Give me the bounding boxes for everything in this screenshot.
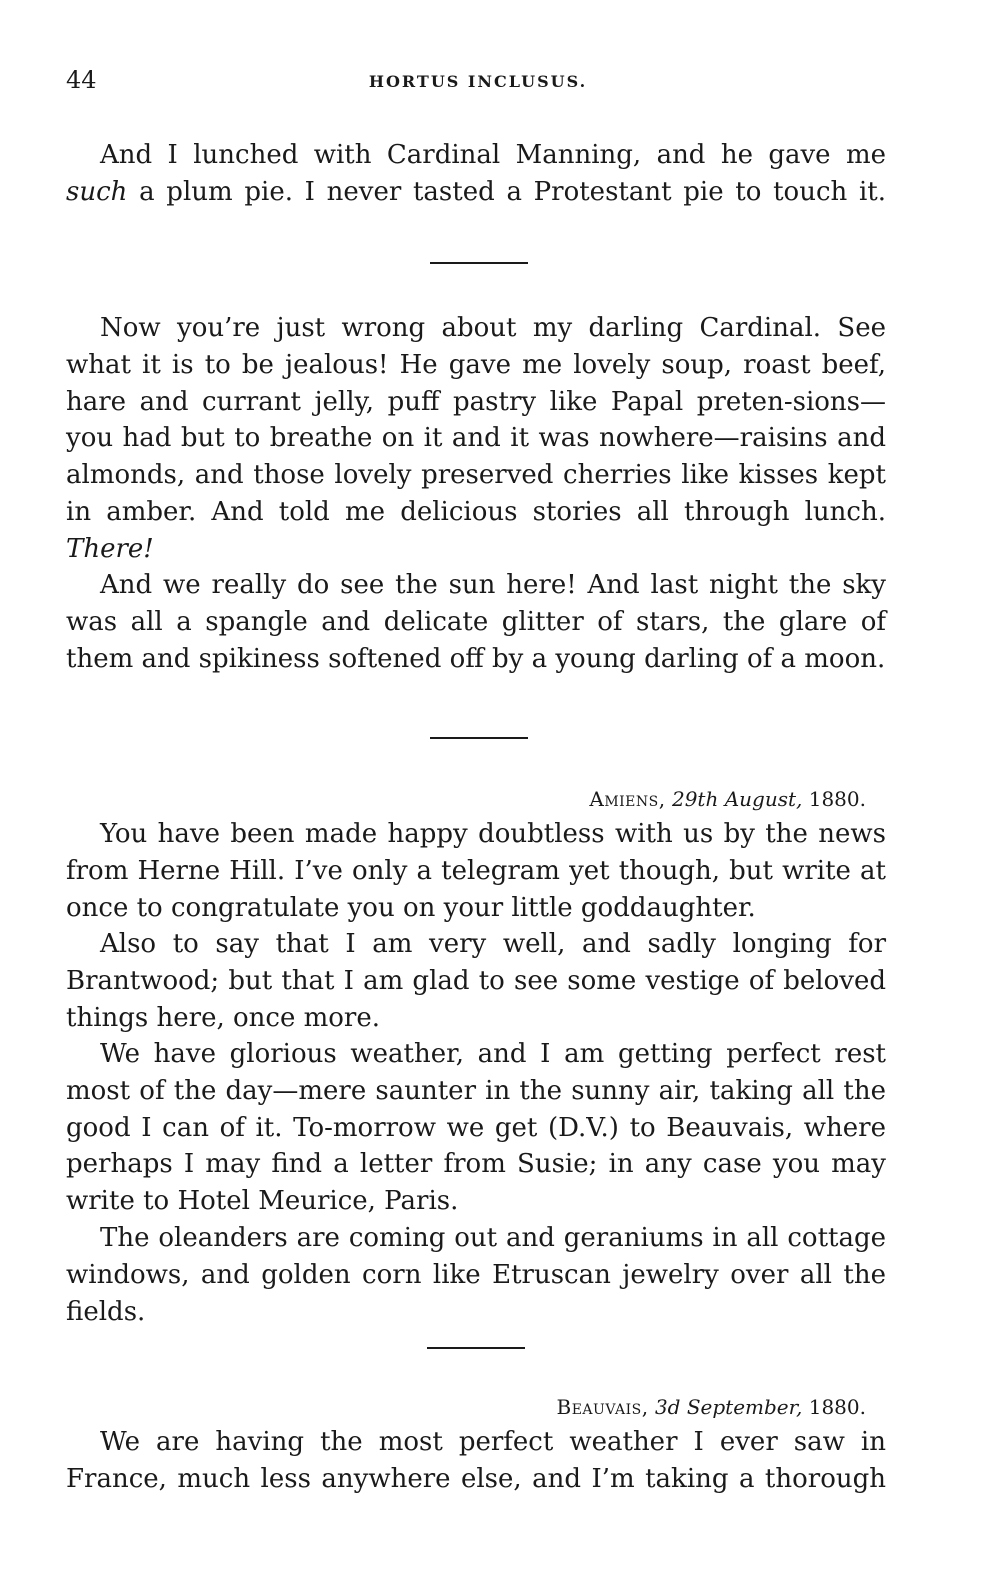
- paragraph-text: And I lunched with Cardinal Manning, and he gave me: [100, 140, 886, 170]
- page-number: 44: [66, 66, 97, 94]
- dateline-year: 1880.: [808, 787, 866, 811]
- dateline-month: September,: [686, 1395, 803, 1419]
- paragraph-brantwood: Also to say that I am very well, and sadly longing for Brantwood; but that I am glad to see some vestige of beloved things here, once more.: [66, 929, 886, 1033]
- section-divider: [427, 1347, 525, 1349]
- dateline-year: 1880.: [808, 1395, 866, 1419]
- dateline-place: Beauvais,: [556, 1395, 649, 1419]
- running-title: HORTUS INCLUSUS.: [368, 72, 588, 91]
- section-divider: [430, 737, 528, 739]
- section-divider: [430, 262, 528, 264]
- paragraph-oleanders: The oleanders are coming out and geraniums in all cottage windows, and golden corn like Etruscan jewelry over all the fields.: [66, 1223, 886, 1327]
- dateline-amiens: [589, 787, 866, 811]
- dateline-day: 29th: [671, 787, 719, 811]
- page-header: [66, 66, 890, 96]
- paragraph-herne-hill: You have been made happy doubtless with us by the news from Herne Hill. I’ve only a telegram yet though, but write at once to congratulate you on your little goddaughter.: [66, 819, 886, 923]
- paragraph-text: Now you’re just wrong about my darling Cardinal. See what it is to be jealous! He gave me lovely soup, roast beef, hare and currant jelly, puff pastry like Papal preten-sions—you had but to breathe on it and it was nowhere—raisins and almonds, and those lovely preserved cherries like kisses kept in amber. And told me delicious stories all through lunch.: [66, 313, 886, 527]
- dateline-day: 3d: [654, 1395, 681, 1419]
- paragraph-darling-cardinal: [66, 310, 886, 568]
- dateline-beauvais: [557, 1395, 867, 1419]
- paragraph-glorious-weather: We have glorious weather, and I am getting perfect rest most of the day—mere saunter in the sunny air, taking all the good I can of it. To-morrow we get (D.V.) to Beauvais, where perhaps I may find a letter from Susie; in any case you may write to Hotel Meurice, Paris.: [66, 1039, 886, 1217]
- paragraph-perfect-weather: We are having the most perfect weather I ever saw in France, much less anywhere else, and I’m taking a thorough: [66, 1427, 886, 1494]
- italic-text: There!: [66, 533, 154, 564]
- dateline-place: Amiens,: [589, 787, 666, 811]
- paragraph-sun-moon: And we really do see the sun here! And last night the sky was all a spangle and delicate glitter of stars, the glare of them and spikiness softened off by a young darling of a moon.: [66, 570, 886, 674]
- paragraph-cardinal-lunch: [66, 137, 886, 211]
- italic-text: such: [66, 176, 128, 207]
- paragraph-text: a plum pie. I never tasted a Protestant pie to touch it.: [127, 176, 886, 207]
- dateline-month: August,: [724, 787, 803, 811]
